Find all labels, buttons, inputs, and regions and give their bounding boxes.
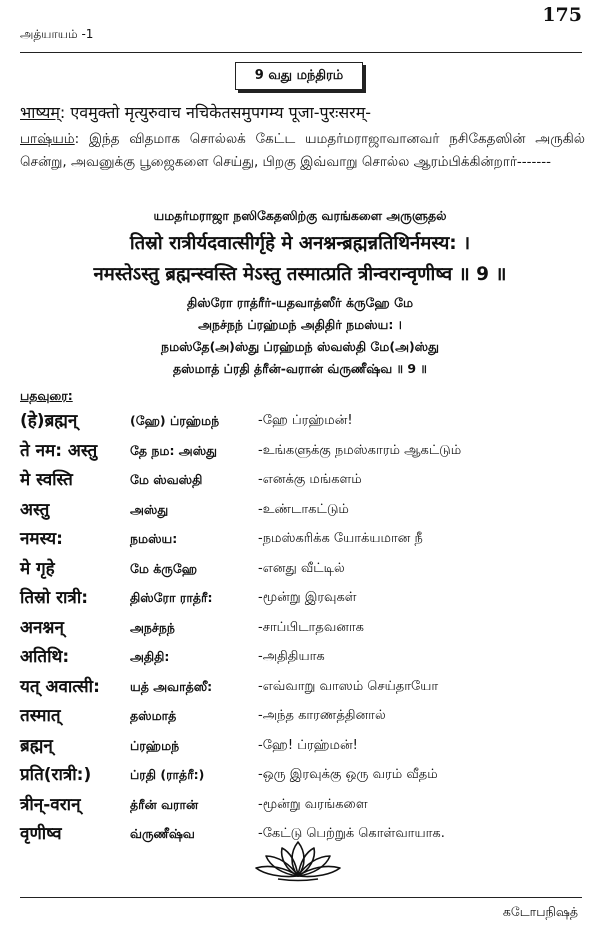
gloss-tamil-transliteration: த்ரீன் வரான் [130, 796, 199, 812]
gloss-tamil-transliteration: ப்ரஹ்மந் [130, 737, 180, 753]
gloss-meaning: -மூன்று இரவுகள் [258, 590, 357, 605]
chapter-label: அத்யாயம் -1 [20, 27, 94, 41]
gloss-tamil-transliteration: தஸ்மாத் [130, 708, 177, 723]
tamil-transliteration [0, 292, 600, 380]
mantra-number-label: 9 வது மந்திரம் [254, 68, 344, 83]
gloss-meaning: -உங்களுக்கு நமஸ்காரம் ஆகட்டும் [258, 442, 462, 458]
gloss-sanskrit-word: त्रीन्-वरान् [20, 794, 81, 815]
gloss-tamil-transliteration: யத் அவாத்ஸீ: [130, 678, 213, 694]
gloss-table [20, 408, 590, 851]
gloss-row [20, 674, 590, 704]
gloss-tamil-transliteration: அதிதி: [130, 649, 170, 664]
commentary-text: : இந்த விதமாக சொல்லக் கேட்ட யமதர்மராஜாவானவர் நசிகேதஸின் அருகில் சென்று, அவனுக்கு பூஜைகளை செய்து, பிறகு இவ்வாறு சொல்ல ஆரம்பிக்கின்றார்------- [20, 131, 585, 170]
gloss-tamil-transliteration: அநச்நந் [130, 619, 175, 635]
gloss-sanskrit-word: मे स्वस्ति [20, 470, 73, 490]
gloss-sanskrit-word: वृणीष्व [20, 824, 62, 844]
gloss-tamil-transliteration: தே நம: அஸ்து [130, 442, 217, 458]
gloss-tamil-transliteration: ப்ரதி (ராத்ரீ:) [130, 767, 205, 782]
tamil-verse-line: திஸ்ரோ ராத்ரீர்-யதவாத்ஸீர் க்ருஹே மே [186, 295, 414, 310]
gloss-row [20, 497, 590, 527]
gloss-sanskrit-word: ते नम: अस्तु [20, 440, 98, 461]
gloss-sanskrit-word: प्रति(रात्री:) [20, 765, 92, 785]
gloss-sanskrit-word: यत् अवात्सी: [20, 676, 100, 697]
gloss-sanskrit-word: अस्तु [20, 499, 50, 520]
gloss-row [20, 733, 590, 763]
gloss-meaning: -ஒரு இரவுக்கு ஒரு வரம் வீதம் [258, 767, 438, 782]
gloss-row [20, 467, 590, 497]
gloss-meaning: -நமஸ்கரிக்க யோக்யமான நீ [258, 531, 423, 546]
gloss-row [20, 762, 590, 792]
gloss-tamil-transliteration: மே ஸ்வஸ்தி [130, 472, 203, 487]
gloss-row [20, 438, 590, 468]
mantra-number-box [235, 62, 363, 90]
tamil-verse-line: தஸ்மாத் ப்ரதி த்ரீன்-வரான் வ்ருணீஷ்வ ॥ 9 ॥ [173, 361, 427, 376]
gloss-sanskrit-word: मे गृहे [20, 558, 55, 579]
gloss-tamil-transliteration: அஸ்து [130, 501, 169, 517]
sanskrit-verse [0, 228, 600, 290]
gloss-row [20, 556, 590, 586]
gloss-tamil-transliteration: (ஹே) ப்ரஹ்மந் [130, 413, 220, 428]
sanskrit-verse-line: तिस्रो रात्रीर्यदवात्सीर्गृहे मे अनश्नन्ब्रह्मन्नतिथिर्नमस्य: । [129, 233, 471, 254]
gloss-heading: பதவுரை: [20, 388, 73, 403]
gloss-meaning: -கேட்டு பெற்றுக் கொள்வாயாக. [258, 826, 445, 841]
commentary-label: பாஷ்யம் [20, 131, 75, 147]
gloss-sanskrit-word: (हे)ब्रह्मन् [20, 411, 78, 431]
gloss-meaning: -ஹே! ப்ரஹ்மன்! [258, 737, 358, 753]
gloss-row [20, 703, 590, 733]
bhashya-text: : एवमुक्तो मृत्युरुवाच नचिकेतसमुपगम्य पूजा-पुरःसरम्- [59, 103, 372, 122]
gloss-sanskrit-word: नमस्य: [20, 529, 63, 549]
gloss-tamil-transliteration: மே க்ருஹே [130, 560, 198, 576]
footer-book-title: கடோபநிஷத் [502, 904, 578, 919]
gloss-meaning: -எனக்கு மங்களம் [258, 472, 362, 487]
gloss-row [20, 585, 590, 615]
gloss-meaning: -அதிதியாக [258, 649, 325, 664]
bhashya-line [20, 101, 371, 123]
lotus-icon [248, 838, 348, 882]
gloss-sanskrit-word: ब्रह्मन् [20, 735, 53, 756]
gloss-sanskrit-word: तिस्रो रात्री: [20, 588, 89, 608]
commentary-paragraph [20, 128, 585, 174]
gloss-row [20, 615, 590, 645]
gloss-meaning: -சாப்பிடாதவனாக [258, 619, 364, 635]
gloss-row [20, 526, 590, 556]
verse-subheading: யமதர்மராஜா நஸிகேதஸிற்கு வரங்களை அருளுதல் [153, 208, 447, 223]
gloss-meaning: -மூன்று வரங்களை [258, 796, 368, 812]
gloss-meaning: -எவ்வாறு வாஸம் செய்தாயோ [258, 678, 439, 694]
gloss-meaning: -எனது வீட்டில் [258, 560, 345, 576]
gloss-row [20, 644, 590, 674]
gloss-tamil-transliteration: திஸ்ரோ ராத்ரீ: [130, 590, 213, 605]
gloss-row [20, 792, 590, 822]
tamil-verse-line: நமஸ்தே(அ)ஸ்து ப்ரஹ்மந் ஸ்வஸ்தி மே(அ)ஸ்து [161, 339, 439, 354]
page-number: 175 [542, 4, 582, 26]
sanskrit-verse-line: नमस्तेऽस्तु ब्रह्मन्स्वस्ति मेऽस्तु तस्मात्प्रति त्रीन्वरान्वृणीष्व ॥ 9 ॥ [93, 264, 507, 285]
gloss-meaning: -அந்த காரணத்தினால் [258, 708, 386, 723]
gloss-sanskrit-word: तस्मात् [20, 706, 61, 726]
gloss-tamil-transliteration: வ்ருணீஷ்வ [130, 826, 195, 841]
footer-rule [20, 897, 582, 898]
gloss-sanskrit-word: अतिथि: [20, 647, 70, 667]
gloss-meaning: -உண்டாகட்டும் [258, 501, 349, 517]
tamil-verse-line: அநச்நந் ப்ரஹ்மந் அதிதிர் நமஸ்ய: । [198, 317, 402, 332]
header-rule [20, 52, 582, 53]
gloss-tamil-transliteration: நமஸ்ய: [130, 531, 178, 546]
gloss-meaning: -ஹே ப்ரஹ்மன்! [258, 413, 353, 428]
gloss-row [20, 408, 590, 438]
gloss-sanskrit-word: अनश्नन् [20, 617, 64, 638]
bhashya-label: भाष्यम् [20, 103, 60, 122]
